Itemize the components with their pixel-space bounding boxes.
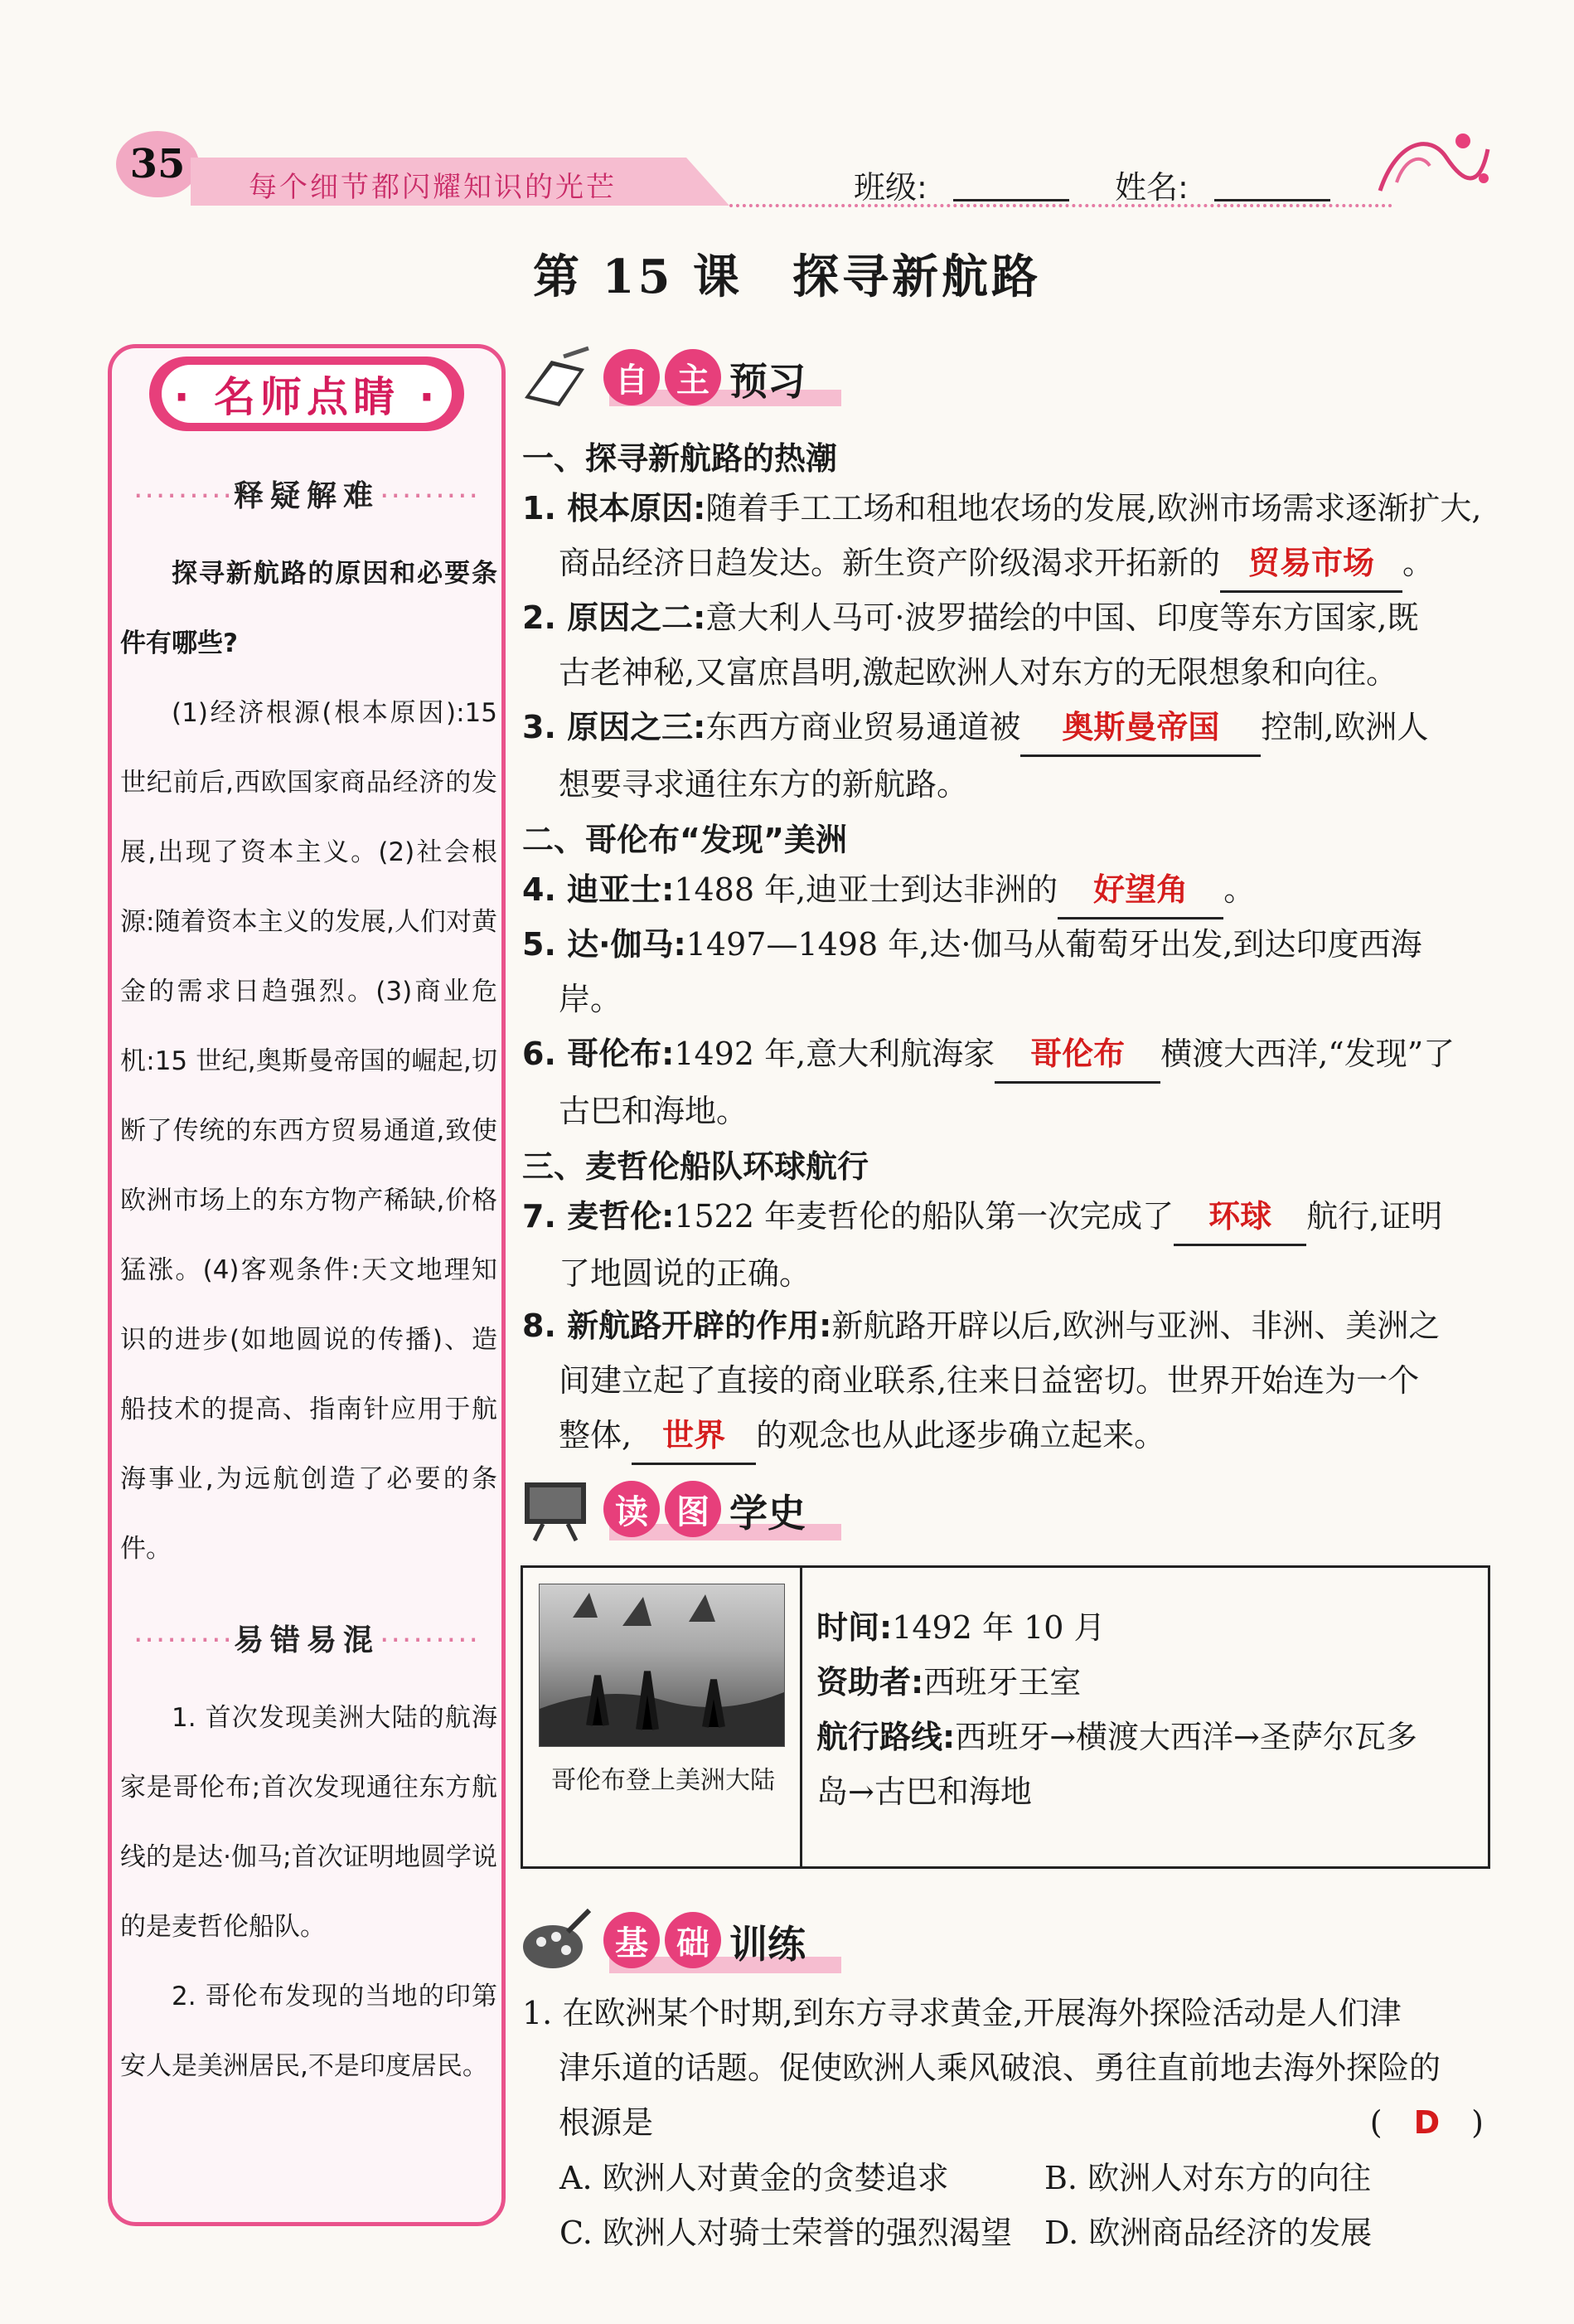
sidebar-tip-2: 2. 哥伦布发现的当地的印第安人是美洲居民,不是印度居民。 [120,1982,497,2081]
section2-banner-tail: 学史 [729,1491,806,1536]
question-1-answer: D [1413,2104,1441,2141]
option-c[interactable]: C. 欧洲人对骑士荣誉的强烈渴望 [559,2215,1012,2251]
voyage-info: 时间:1492 年 10 月 资助者:西班牙王室 航行路线:西班牙→横渡大西洋→圣萨尔瓦多 岛→古巴和海地 [816,1609,1417,1810]
answer-8: 世界 [632,1408,756,1465]
easel-board-icon [518,1476,593,1542]
item-5: 5. 达·伽马:1497—1498 年,达·伽马从葡萄牙出发,到达印度西海 岸。 [522,926,1422,1017]
sidebar-subhead-2: ·········易错易混········· [133,1623,480,1657]
section1-heading-3: 三、麦哲伦船队环球航行 [522,1148,869,1185]
book-pen-icon [518,344,593,410]
item-7: 7. 麦哲伦:1522 年麦哲伦的船队第一次完成了 环球 航行,证明 了地圆说的正确。 [522,1189,1500,1301]
sidebar-tips [120,1683,497,2101]
section1-banner-char-1: 自 [603,349,660,405]
sidebar-answer: (1)经济根源(根本原因):15 世纪前后,西欧国家商品经济的发展,出现了资本主义。(2)社会根源:随着资本主义的发展,人们对黄金的需求日趋强烈。(3)商业危机:15 世纪,奥斯曼帝国的崛起,切断了传统的东西方贸易通道,致使欧洲市场上的东方物产稀缺,价格猛涨。(4)客观条件:天文地理知识的进步(如地圆说的传播)、造船技术的提高、指南针应用于航海事业,为远航创造了必要的条件。 [120,698,497,1564]
section1-banner-char-2: 主 [665,349,721,405]
section2-banner-char-2: 图 [665,1481,721,1537]
sidebar-subhead-1: ·········释疑解难········· [133,479,480,513]
table-divider [800,1565,802,1869]
section2-banner-char-1: 读 [603,1481,660,1537]
columbus-landing-image [539,1584,785,1747]
answer-7: 环球 [1174,1189,1306,1246]
answer-6: 哥伦布 [995,1026,1160,1084]
option-b[interactable]: B. 欧洲人对东方的向往 [1044,2160,1372,2196]
header-rule [729,204,1392,207]
page-number: 35 [116,131,199,197]
decorative-swirl-icon [1372,116,1496,207]
item-1: 1. 根本原因:随着手工工场和租地农场的发展,欧洲市场需求逐渐扩大, 商品经济日趋发达。新生资产阶级渴求开拓新的 贸易市场 。 [522,481,1500,593]
section3-banner-char-1: 基 [603,1912,660,1968]
item-4: 4. 迪亚士:1488 年,迪亚士到达非洲的 好望角 。 [522,862,1500,919]
answer-3: 奥斯曼帝国 [1020,700,1261,757]
item-2: 2. 原因之二:意大利人马可·波罗描绘的中国、印度等东方国家,既 古老神秘,又富庶昌明,激起欧洲人对东方的无限想象和向往。 [522,599,1419,691]
item-3: 3. 原因之三:东西方商业贸易通道被 奥斯曼帝国 控制,欧洲人 想要寻求通往东方的新航路。 [522,700,1500,812]
answer-4: 好望角 [1058,862,1223,919]
item-8: 8. 新航路开辟的作用:新航路开辟以后,欧洲与亚洲、非洲、美洲之 间建立起了直接的商业联系,往来日益密切。世界开始连为一个 整体, 世界 的观念也从此逐步确立起来。 [522,1298,1500,1465]
name-field[interactable] [1214,166,1330,201]
option-d[interactable]: D. 欧洲商品经济的发展 [1044,2215,1373,2251]
class-label: 班级: [854,169,927,206]
section1-banner-tail: 预习 [729,359,806,404]
sidebar-explanation [120,539,497,1584]
image-caption: 哥伦布登上美洲大陆 [551,1766,775,1795]
answer-bracket: ( D ) [1369,2104,1484,2141]
section1-heading-2: 二、哥伦布“发现”美洲 [522,822,847,858]
section1-heading-1: 一、探寻新航路的热潮 [522,440,838,477]
section3-banner-char-2: 础 [665,1912,721,1968]
class-field[interactable] [953,166,1069,201]
answer-1: 贸易市场 [1220,536,1402,593]
page-title: 第 15 课 探寻新航路 [533,250,1041,304]
palette-brush-icon [518,1907,593,1973]
sidebar-question: 探寻新航路的原因和必要条件有哪些? [120,559,497,658]
option-a[interactable]: A. 欧洲人对黄金的贪婪追求 [559,2160,949,2196]
sidebar-tip-1: 1. 首次发现美洲大陆的航海家是哥伦布;首次发现通往东方航线的是达·伽马;首次证明地圆学说的是麦哲伦船队。 [120,1703,497,1942]
name-label: 姓名: [1115,169,1189,206]
sidebar-heading: · 名师点睛 · [162,365,452,423]
header-motto: 每个细节都闪耀知识的光芒 [249,171,617,204]
question-1: 1. 在欧洲某个时期,到东方寻求黄金,开展海外探险活动是人们津 津乐道的话题。促使欧洲人乘风破浪、勇往直前地去海外探险的 根源是 ( D ) [522,1986,1500,2150]
item-6: 6. 哥伦布:1492 年,意大利航海家 哥伦布 横渡大西洋,“发现”了 古巴和海地。 [522,1026,1500,1138]
section3-banner-tail: 训练 [729,1922,806,1967]
